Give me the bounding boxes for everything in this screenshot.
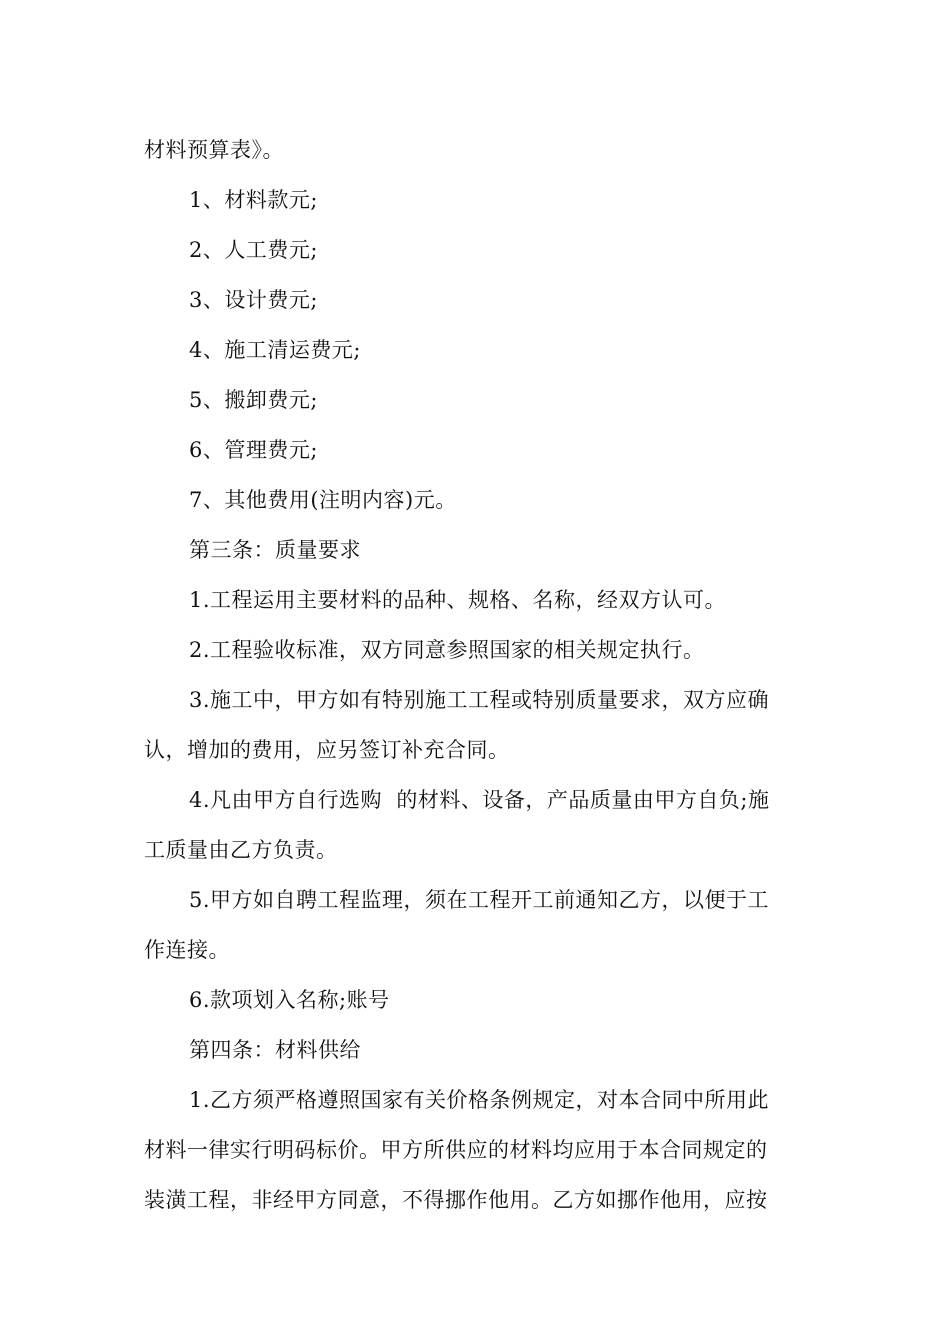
list-item: 1、材料款元; (189, 188, 318, 212)
paragraph-line: 3.施工中，甲方如有特别施工工程或特别质量要求，双方应确 (189, 688, 770, 712)
list-item: 7、其他费用(注明内容)元。 (189, 488, 457, 512)
paragraph-line: 材料一律实行明码标价。甲方所供应的材料均应用于本合同规定的 (144, 1138, 768, 1162)
list-item: 4、施工清运费元; (189, 338, 361, 362)
section-heading: 第四条：材料供给 (189, 1038, 361, 1062)
list-item: 5、搬卸费元; (189, 388, 318, 412)
list-item: 3、设计费元; (189, 288, 318, 312)
paragraph-line: 5.甲方如自聘工程监理，须在工程开工前通知乙方，以便于工 (189, 888, 770, 912)
list-item: 2、人工费元; (189, 238, 318, 262)
section-heading: 第三条：质量要求 (189, 538, 361, 562)
paragraph-line: 认，增加的费用，应另签订补充合同。 (144, 738, 510, 762)
paragraph-line: 4.凡由甲方自行选购 的材料、设备，产品质量由甲方自负;施 (189, 788, 770, 812)
paragraph-line: 作连接。 (144, 938, 230, 962)
paragraph-line: 1.工程运用主要材料的品种、规格、名称，经双方认可。 (189, 588, 727, 612)
paragraph-line: 2.工程验收标准，双方同意参照国家的相关规定执行。 (189, 638, 705, 662)
paragraph-line: 1.乙方须严格遵照国家有关价格条例规定，对本合同中所用此 (189, 1088, 770, 1112)
paragraph-line: 工质量由乙方负责。 (144, 838, 338, 862)
list-item: 6、管理费元; (189, 438, 318, 462)
paragraph-line: 装潢工程，非经甲方同意，不得挪作他用。乙方如挪作他用，应按 (144, 1188, 768, 1212)
paragraph-line: 6.款项划入名称;账号 (189, 988, 390, 1012)
text-line: 材料预算表》。 (144, 138, 284, 162)
